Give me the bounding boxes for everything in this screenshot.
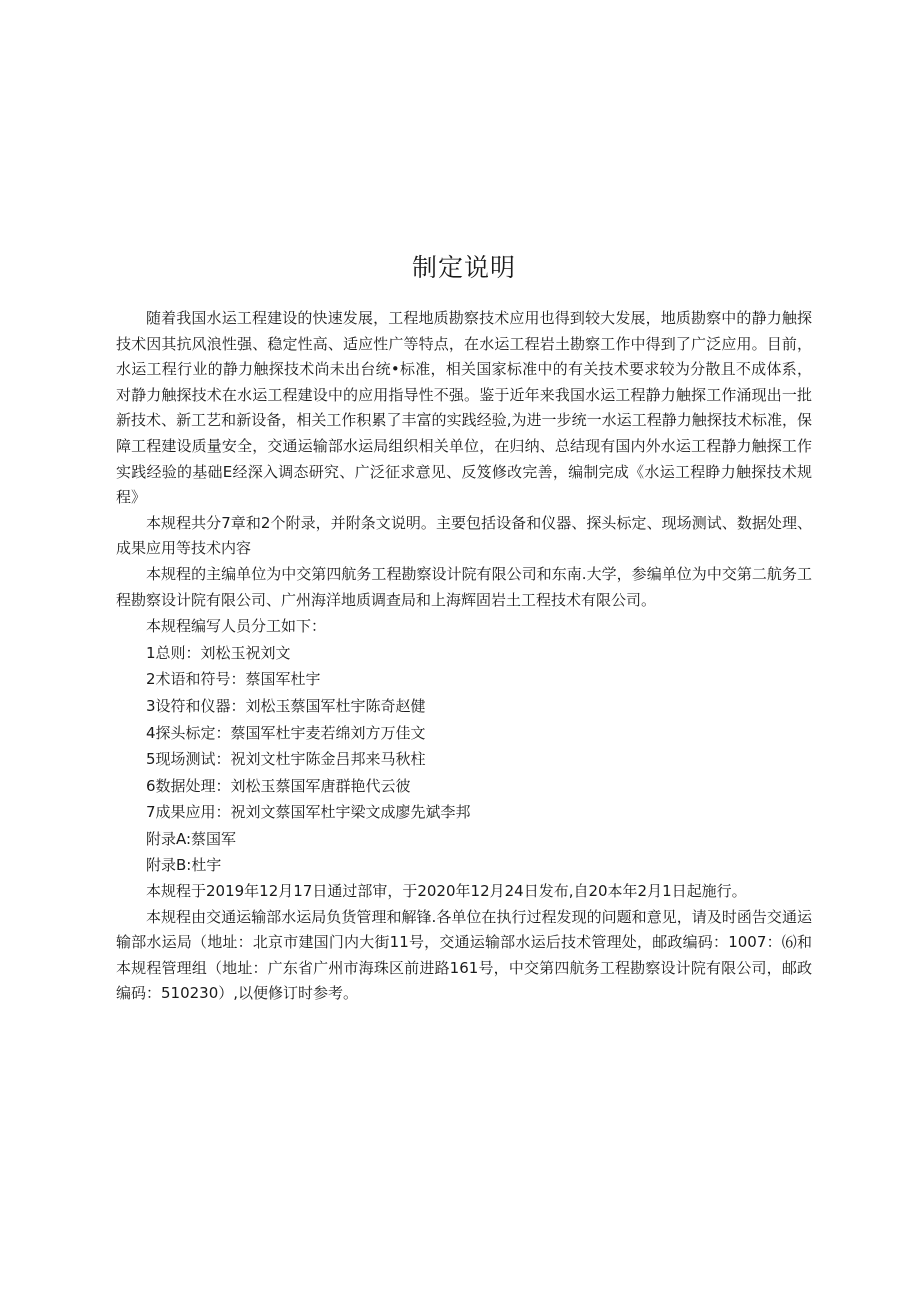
- staff-list: [116, 640, 812, 879]
- paragraph-staff-intro: 本规程编写人员分工如下：: [146, 617, 327, 636]
- list-item: 附录B:杜宇: [146, 856, 222, 875]
- list-item: 附录A:蔡国军: [146, 829, 237, 848]
- paragraph-background: 随着我国水运工程建设的快速发展，工程地质勘察技术应用也得到较大发展，地质勘察中的静力触探技术因其抗风浪性强、稳定性高、适应性广等特点，在水运工程岩土勘察工作中得到了广泛应用。目前，水运工程行业的静力触探技术尚未出台统•标准，相关国家标准中的有关技术要求较为分散且不成体系，对静力触探技术在水运工程建设中的应用指导性不强。鉴于近年来我国水运工程静力触探工作涌现出一批新技术、新工艺和新设备，相关工作积累了丰富的实践经验,为进一步统一水运工程静力触探技术标准，保障工程建设质量安全，交通运输部水运局组织相关单位，在归纳、总结现有国内外水运工程静力触探工作实践经验的基础E经深入调态研究、广泛征求意见、反笈修改完善，编制完成《水运工程睁力触探技术规程》: [116, 309, 812, 507]
- paragraph-contact: 本规程由交通运输部水运局负货管理和解锋.各单位在执行过程发现的问题和意见，请及时函告交通运输部水运局（地址：北京市建国门内大街11号，交通运输部水运后技术管理处，邮政编码：1007：⑹和本规程管理组（地址：广东省广州市海珠区前进路161号，中交第四航务工程勘察设计院有限公司，邮政编码：510230）,以便修订时参考。: [116, 907, 812, 1003]
- paragraph-editors: 本规程的主编单位为中交第四航务工程勘察设计院有限公司和东南.大学，参编单位为中交第二航务工程勘察设计院有限公司、广州海洋地质调查局和上海辉固岩土工程技术有限公司。: [116, 564, 812, 609]
- list-item: 3设符和仪器：刘松玉蔡国军杜宇陈奇赵健: [146, 696, 426, 715]
- document-title: 制定说明: [411, 253, 516, 282]
- document-page: [116, 248, 812, 1007]
- list-item: 1总则：刘松玉祝刘文: [146, 643, 291, 662]
- list-item: 6数据处理：刘松玉蔡国军唐群艳代云彼: [146, 776, 411, 795]
- paragraph-structure: 本规程共分7章和2个附录，并附条文说明。主要包括设备和仪器、探头标定、现场测试、数据处理、成果应用等技术内容: [116, 513, 812, 558]
- list-item: 4探头标定：蔡国军杜宇麦若绵刘方万佳文: [146, 723, 426, 742]
- list-item: 7成果应用：祝刘文蔡国军杜宇梁文成廖先斌李邦: [146, 803, 471, 822]
- list-item: 5现场测试：祝刘文杜宇陈金吕邦来马秋柱: [146, 750, 426, 769]
- paragraph-dates: 本规程于2019年12月17日通过部审，于2020年12月24日发布,自20本年2月1日起施行。: [146, 882, 747, 901]
- list-item: 2术语和符号：蔡国军杜宇: [146, 670, 321, 689]
